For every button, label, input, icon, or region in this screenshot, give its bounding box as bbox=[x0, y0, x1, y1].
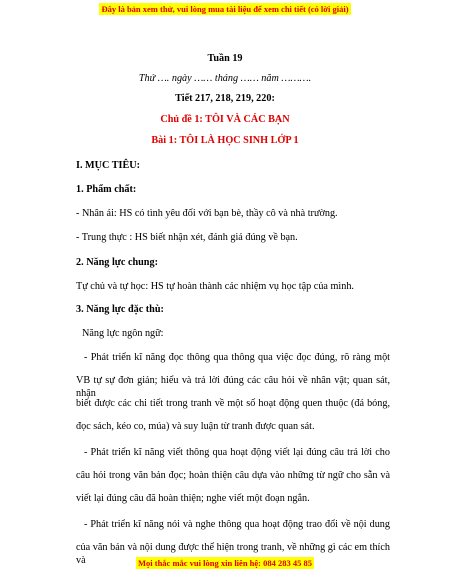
contact-banner-text: Mọi thắc mắc vui lòng xin liên hệ: 084 283 45 85 bbox=[137, 558, 312, 568]
general-competence-item: Tự chủ và tự học: HS tự hoàn thành các nhiệm vụ học tập của mình. bbox=[76, 281, 354, 292]
paragraph-line: câu hỏi trong văn bản đọc; hoàn thiện câu dựa vào những từ ngữ cho sẵn và bbox=[76, 470, 390, 481]
paragraph-line: - Phát triển kĩ năng đọc thông qua thông qua việc đọc đúng, rõ ràng một bbox=[84, 352, 390, 363]
quality-item: - Nhân ái: HS có tình yêu đối với bạn bè, thầy cô và nhà trường. bbox=[76, 208, 338, 219]
paragraph-line: - Phát triển kĩ năng viết thông qua hoạt động viết lại đúng câu trả lời cho bbox=[84, 447, 390, 458]
paragraph-line: của văn bản và nội dung được thể hiện trong tranh, về những gì các em thích và bbox=[76, 542, 390, 566]
topic-heading: Chủ đề 1: TÔI VÀ CÁC BẠN bbox=[160, 114, 290, 125]
quality-item: - Trung thực : HS biết nhận xét, đánh giá đúng về bạn. bbox=[76, 232, 298, 243]
paragraph-line: - Phát triển kĩ năng nói và nghe thông qua hoạt động trao đổi về nội dung bbox=[84, 519, 390, 530]
periods-heading: Tiết 217, 218, 219, 220: bbox=[175, 93, 275, 104]
paragraph-line: đọc sách, kéo co, múa) và suy luận từ tranh được quan sát. bbox=[76, 421, 315, 432]
contact-banner bbox=[0, 558, 450, 568]
section-objectives-title: I. MỤC TIÊU: bbox=[76, 160, 141, 171]
qualities-title: 1. Phẩm chất: bbox=[76, 184, 137, 195]
general-competence-title: 2. Năng lực chung: bbox=[76, 257, 158, 268]
date-line: Thứ …. ngày …… tháng …… năm ………. bbox=[138, 73, 312, 84]
language-competence-label: Năng lực ngôn ngữ: bbox=[82, 328, 164, 339]
paragraph-line: biết được các chi tiết trong tranh về một số hoạt động quen thuộc (đá bóng, bbox=[76, 398, 390, 409]
preview-banner bbox=[0, 4, 450, 14]
lesson-heading: Bài 1: TÔI LÀ HỌC SINH LỚP 1 bbox=[151, 135, 299, 146]
paragraph-line: VB tự sự đơn giản; hiểu và trả lời đúng các câu hỏi về nhân vật; quan sát, nhận bbox=[76, 375, 390, 399]
paragraph-line: viết lại đúng câu đã hoàn thiện; nghe viết một đoạn ngắn. bbox=[76, 493, 310, 504]
week-heading: Tuần 19 bbox=[207, 53, 243, 64]
specific-competence-title: 3. Năng lực đặc thù: bbox=[76, 304, 164, 315]
preview-banner-text: Đây là bản xem thử, vui lòng mua tài liệu để xem chi tiết (có lời giải) bbox=[101, 4, 349, 14]
